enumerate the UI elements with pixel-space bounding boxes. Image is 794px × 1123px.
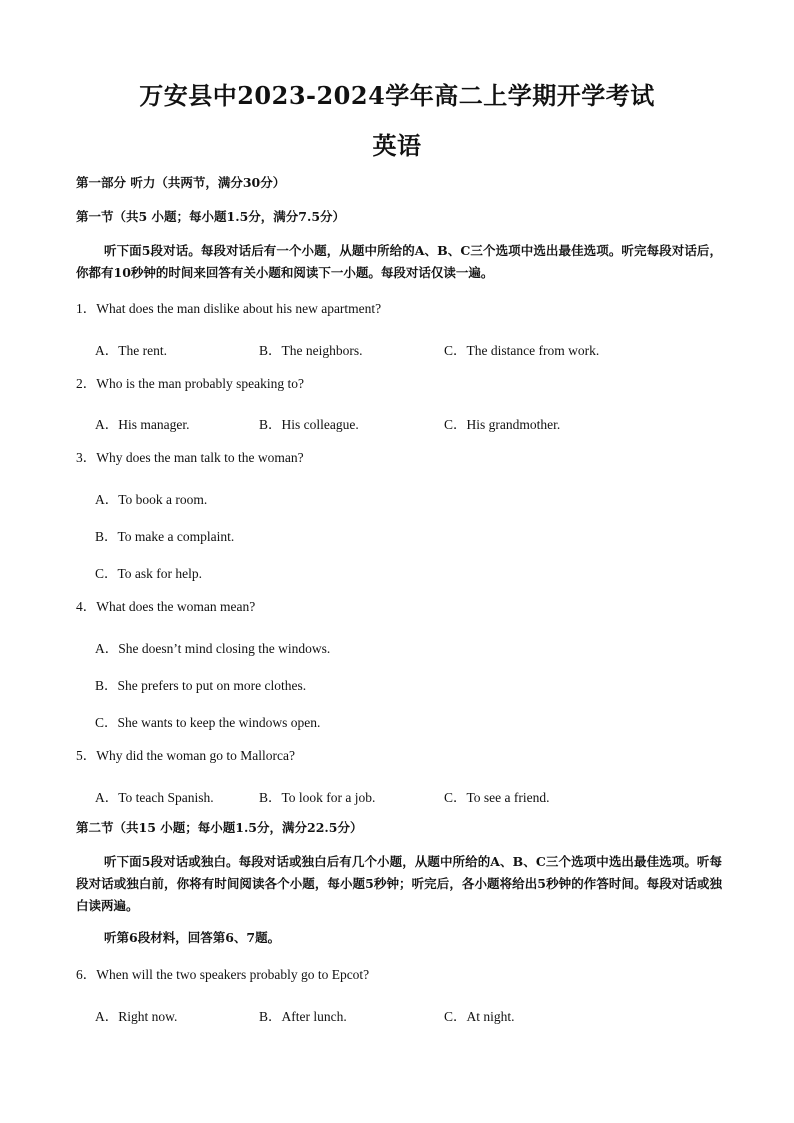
option-c: C．To see a friend. (444, 790, 550, 805)
option-a: A．His manager. (95, 417, 190, 432)
subject-title: 英语 (372, 131, 422, 160)
option-b: B．To look for a job. (259, 790, 376, 805)
option-b: B．The neighbors. (259, 343, 363, 358)
option-b: B．His colleague. (259, 417, 359, 432)
option-c: C．The distance from work. (444, 343, 600, 358)
option-b: B．She prefers to put on more clothes. (95, 678, 307, 693)
question-stem: 6．When will the two speakers probably go to Epcot? (76, 967, 370, 982)
section1-instructions: 听下面5段对话。每段对话后有一个小题，从题中所给的A、B、C三个选项中选出最佳选项。听完每段对话后，你都有10秒钟的时间来回答有关小题和阅读下一小题。每段对话仅读一遍。 (76, 243, 722, 280)
option-a: A．To teach Spanish. (95, 790, 214, 805)
option-c: C．She wants to keep the windows open. (95, 715, 321, 730)
section1-heading: 第一节（共5 小题；每小题1.5分，满分7.5分） (76, 209, 346, 224)
option-a: A．The rent. (95, 343, 167, 358)
option-c: C．To ask for help. (95, 566, 203, 581)
option-a: A．To book a room. (95, 492, 208, 507)
exam-title: 万安县中2023-2024学年高二上学期开学考试 (139, 81, 655, 110)
option-a: A．Right now. (95, 1009, 178, 1024)
part1-heading: 第一部分 听力（共两节，满分30分） (76, 175, 286, 190)
option-c: C．His grandmother. (444, 417, 561, 432)
option-c: C．At night. (444, 1009, 515, 1024)
section2-heading: 第二节（共15 小题；每小题1.5分，满分22.5分） (76, 820, 363, 835)
question-stem: 5．Why did the woman go to Mallorca? (76, 748, 295, 763)
question-stem: 3．Why does the man talk to the woman? (76, 450, 304, 465)
option-a: A．She doesn’t mind closing the windows. (95, 641, 331, 656)
question-stem: 1．What does the man dislike about his new apartment? (76, 301, 382, 316)
option-b: B．To make a complaint. (95, 529, 235, 544)
question-stem: 2．Who is the man probably speaking to? (76, 376, 304, 391)
option-b: B．After lunch. (259, 1009, 347, 1024)
question-stem: 4．What does the woman mean? (76, 599, 256, 614)
material-note: 听第6段材料，回答第6、7题。 (104, 930, 281, 945)
section2-instructions: 听下面5段对话或独白。每段对话或独白后有几个小题，从题中所给的A、B、C三个选项中选出最佳选项。听每段对话或独白前，你将有时间阅读各个小题，每小题5秒钟；听完后，各小题将给出5秒钟的作答时间。每段对话或独白读两遍。 (76, 854, 722, 913)
